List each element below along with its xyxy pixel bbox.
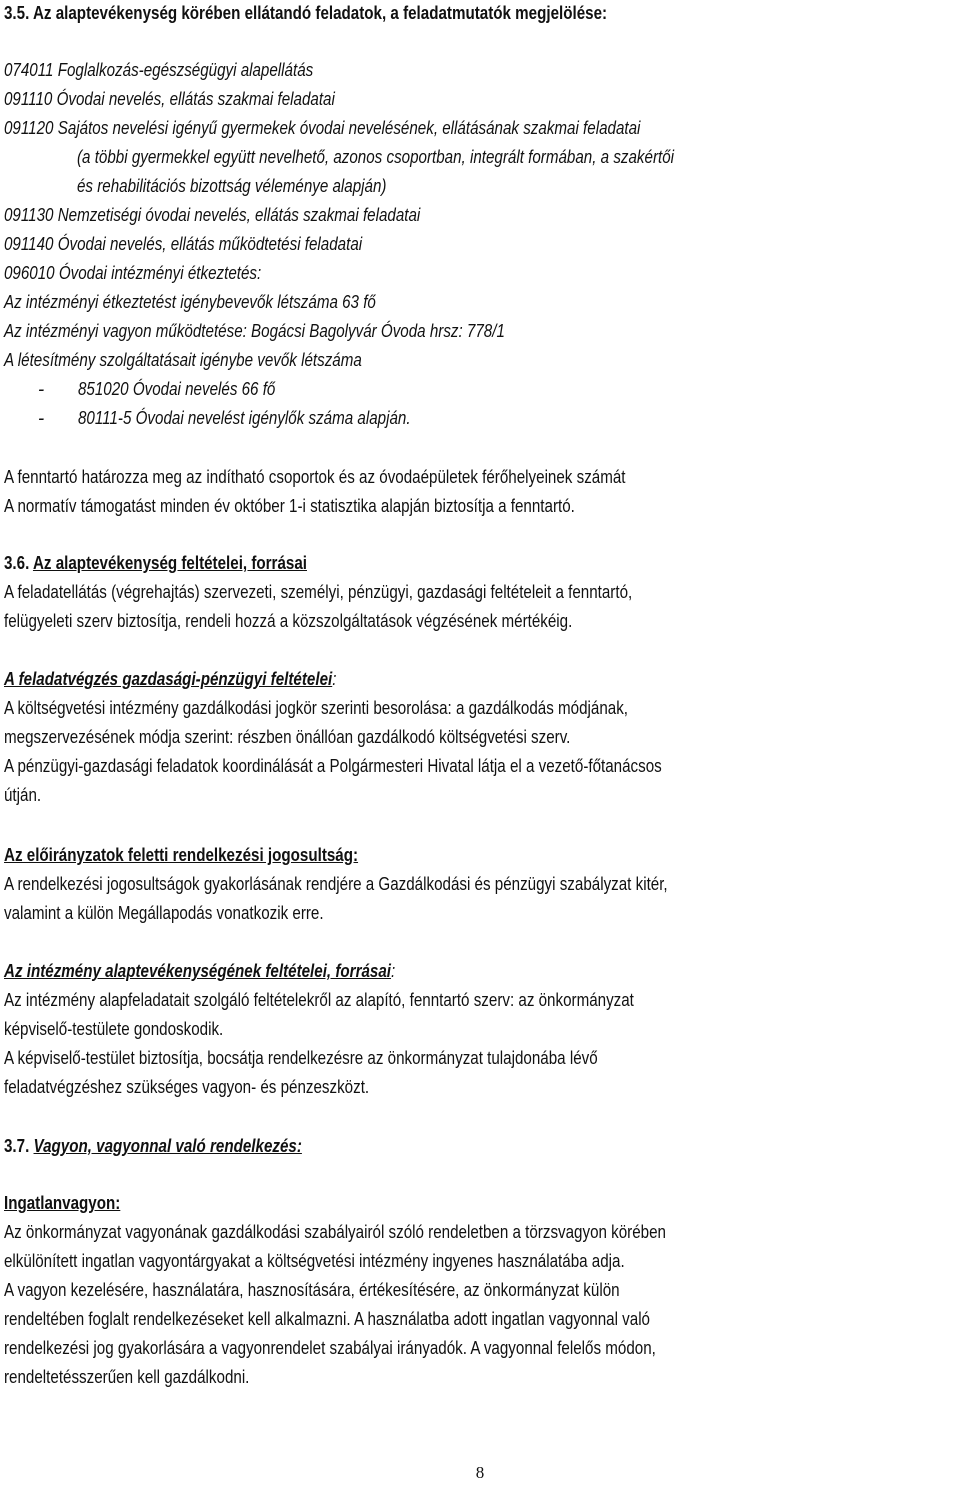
task-item-091120-note-1: (a többi gyermekkel együtt nevelhető, azonos csoportban, integrált formában, a szakértői bbox=[77, 146, 675, 167]
real-estate-heading: Ingatlanvagyon: bbox=[4, 1192, 121, 1213]
section-3-6-para-line: A feladatellátás (végrehajtás) szervezeti, személyi, pénzügyi, gazdasági feltételeit a fenntartó, bbox=[4, 581, 633, 602]
dash-item: - 80111-5 Óvodai nevelést igénylők száma alapján. bbox=[38, 407, 411, 428]
real-estate: Ingatlanvagyon: Az önkormányzat vagyonának gazdálkodási szabályairól szóló rendeletben a törzsvagyon körében elkülönített ingatlan vagyontárgyakat a költségvetési intézmény ingyenes használatába adja. A vagyon kezelésére, használatára, hasznosítására, értékesítésére, az önkormányzat külön rendeltében foglalt rendelkezéseket kell alkalmazni. A használatba adott ingatlan vagyonnal való rendelkezési jog gyakorlására a vagyonrendelet szabályai irányadók. A vagyonnal felelős módon, rendeltetésszerűen kell gazdálkodni. bbox=[4, 1188, 811, 1391]
institution-conditions-heading: Az intézmény alaptevékenységének feltételei, forrásai: bbox=[4, 960, 396, 981]
financial-conditions-heading: A feladatvégzés gazdasági-pénzügyi feltételei: bbox=[4, 668, 337, 689]
institution-conditions: Az intézmény alaptevékenységének feltételei, forrásai: Az intézmény alapfeladatait szolgáló feltételekről az alapító, fenntartó szerv: az önkormányzat képviselő-testülete gondoskodik. A képviselő-testület biztosítja, bocsátja rendelkezésre az önkormányzat tulajdonába lévő feladatvégzéshez szükséges vagyon- és pénzeszközt. bbox=[4, 956, 772, 1101]
catering-headcount: Az intézményi étkeztetést igénybevevők létszáma 63 fő bbox=[4, 291, 376, 312]
property-operation: Az intézményi vagyon működtetése: Bogácsi Bagolyvár Óvoda hrsz: 778/1 bbox=[4, 320, 505, 341]
appropriations-rights-heading: Az előirányzatok feletti rendelkezési jogosultság: bbox=[4, 844, 359, 865]
section-3-7-title: 3.7. Vagyon, vagyonnal való rendelkezés: bbox=[4, 1135, 302, 1156]
dash-item: - 851020 Óvodai nevelés 66 fő bbox=[38, 378, 276, 399]
financial-conditions: A feladatvégzés gazdasági-pénzügyi feltételei: A költségvetési intézmény gazdálkodási jogkör szerinti besorolása: a gazdálkodás módjának, megszervezésének módja szerint: részben önállóan gazdálkodó költségvetési szerv. A pénzügyi-gazdasági feladatok koordinálását a Polgármesteri Hivatal látja el a vezető-főtanácsos útján. bbox=[4, 664, 806, 809]
appropriations-rights: Az előirányzatok feletti rendelkezési jogosultság: A rendelkezési jogosultságok gyakorlásának rendjére a Gazdálkodási és pénzügyi szabályzat kitér, valamint a külön Megállapodás vonatkozik erre. bbox=[4, 840, 813, 927]
task-item-091110: 091110 Óvodai nevelés, ellátás szakmai feladatai bbox=[4, 88, 335, 109]
maintainer-paragraph: A fenntartó határozza meg az indítható csoportok és az óvodaépületek férőhelyeinek számát A normatív támogatást minden év október 1-i statisztika alapján biztosítja a fenntartó. bbox=[4, 466, 626, 516]
section-3-6 bbox=[4, 548, 770, 635]
section-3-6-title: 3.6. Az alaptevékenység feltételei, forrásai bbox=[4, 552, 307, 573]
page-number: 8 bbox=[475, 1463, 485, 1482]
section-3-6-para-line: felügyeleti szerv biztosítja, rendeli hozzá a közszolgáltatások végzésének mértékéig. bbox=[4, 610, 573, 631]
task-item-074011: 074011 Foglalkozás-egészségügyi alapellátás bbox=[4, 59, 314, 80]
task-item-096010: 096010 Óvodai intézményi étkeztetés: bbox=[4, 262, 262, 283]
facility-users-headcount: A létesítmény szolgáltatásait igénybe vevők létszáma bbox=[4, 349, 362, 370]
task-item-091130: 091130 Nemzetiségi óvodai nevelés, ellátás szakmai feladatai bbox=[4, 204, 421, 225]
task-item-091140: 091140 Óvodai nevelés, ellátás működtetési feladatai bbox=[4, 233, 363, 254]
task-item-091120-note-2: és rehabilitációs bizottság véleménye alapján) bbox=[77, 175, 387, 196]
task-list bbox=[4, 55, 805, 432]
section-3-5-title: 3.5. Az alaptevékenység körében ellátandó feladatok, a feladatmutatók megjelölése: bbox=[4, 2, 608, 23]
task-item-091120: 091120 Sajátos nevelési igényű gyermekek óvodai nevelésének, ellátásának szakmai feladatai bbox=[4, 117, 641, 138]
